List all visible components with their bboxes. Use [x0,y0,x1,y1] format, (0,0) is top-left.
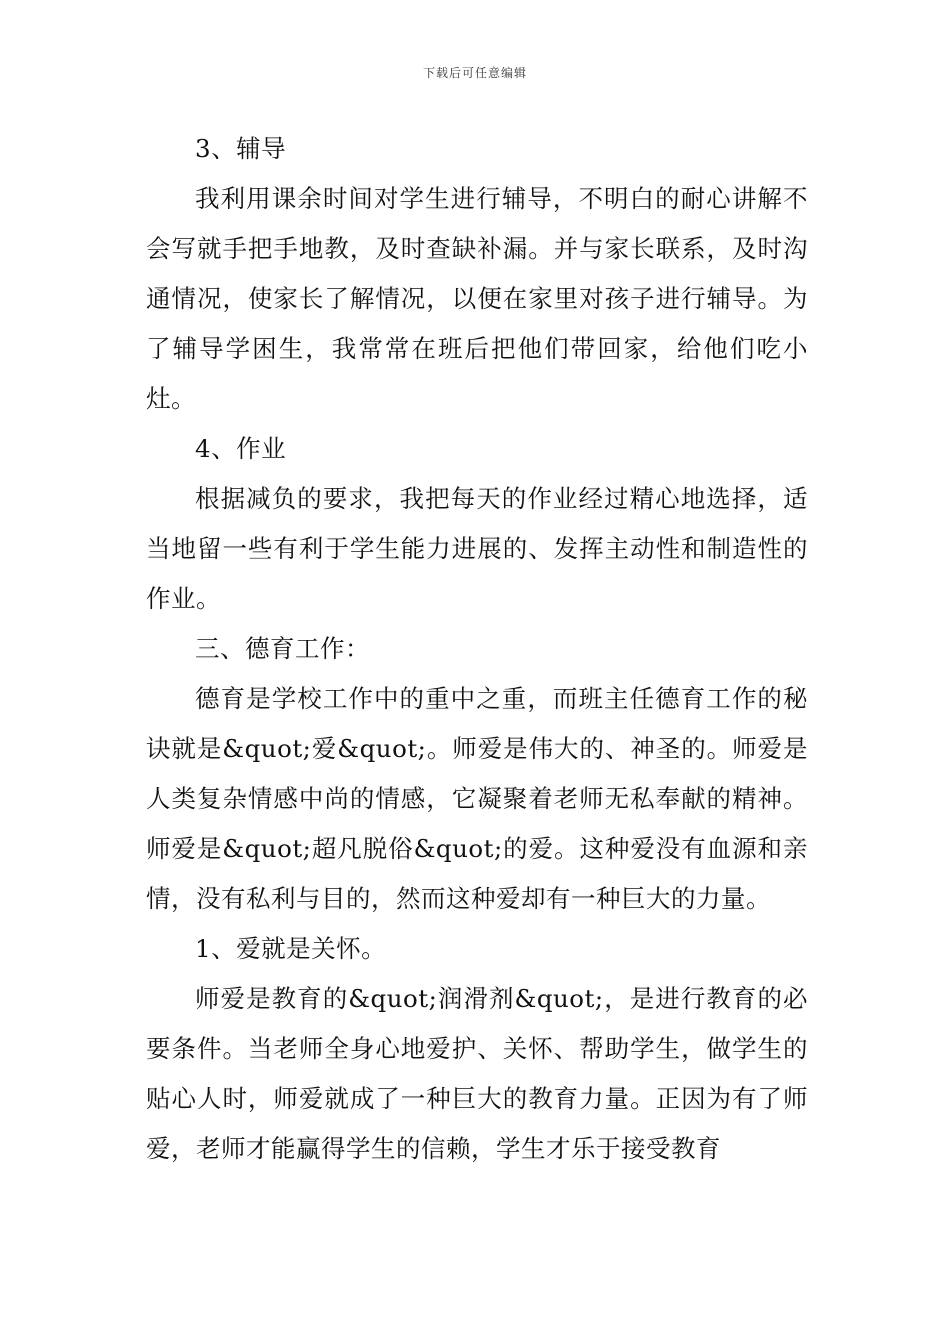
document-body [146,124,808,1174]
paragraph-homework: 根据减负的要求，我把每天的作业经过精心地选择，适当地留一些有利于学生能力进展的、发挥主动性和制造性的作业。 [146,484,808,613]
page-header-note: 下载后可任意编辑 [422,66,527,80]
section-heading-moral-education: 三、德育工作： [195,634,370,663]
section-heading-tutoring: 3、辅导 [195,134,287,163]
section-heading-homework: 4、作业 [195,434,287,463]
section-heading-love-is-care: 1、爱就是关怀。 [195,934,387,963]
paragraph-tutoring: 我利用课余时间对学生进行辅导，不明白的耐心讲解不会写就手把手地教，及时查缺补漏。并与家长联系，及时沟通情况，使家长了解情况，以便在家里对孩子进行辅导。为了辅导学困生，我常常在班后把他们带回家，给他们吃小灶。 [146,184,808,413]
paragraph-moral-education: 德育是学校工作中的重中之重，而班主任德育工作的秘诀就是&quot;爱&quot;。师爱是伟大的、神圣的。师爱是人类复杂情感中尚的情感，它凝聚着老师无私奉献的精神。师爱是&quot;超凡脱俗&quot;的爱。这种爱没有血源和亲情，没有私利与目的，然而这种爱却有一种巨大的力量。 [146,684,808,913]
paragraph-love-is-care: 师爱是教育的&quot;润滑剂&quot;，是进行教育的必要条件。当老师全身心地爱护、关怀、帮助学生，做学生的贴心人时，师爱就成了一种巨大的教育力量。正因为有了师爱，老师才能赢得学生的信赖，学生才乐于接受教育 [146,984,808,1163]
